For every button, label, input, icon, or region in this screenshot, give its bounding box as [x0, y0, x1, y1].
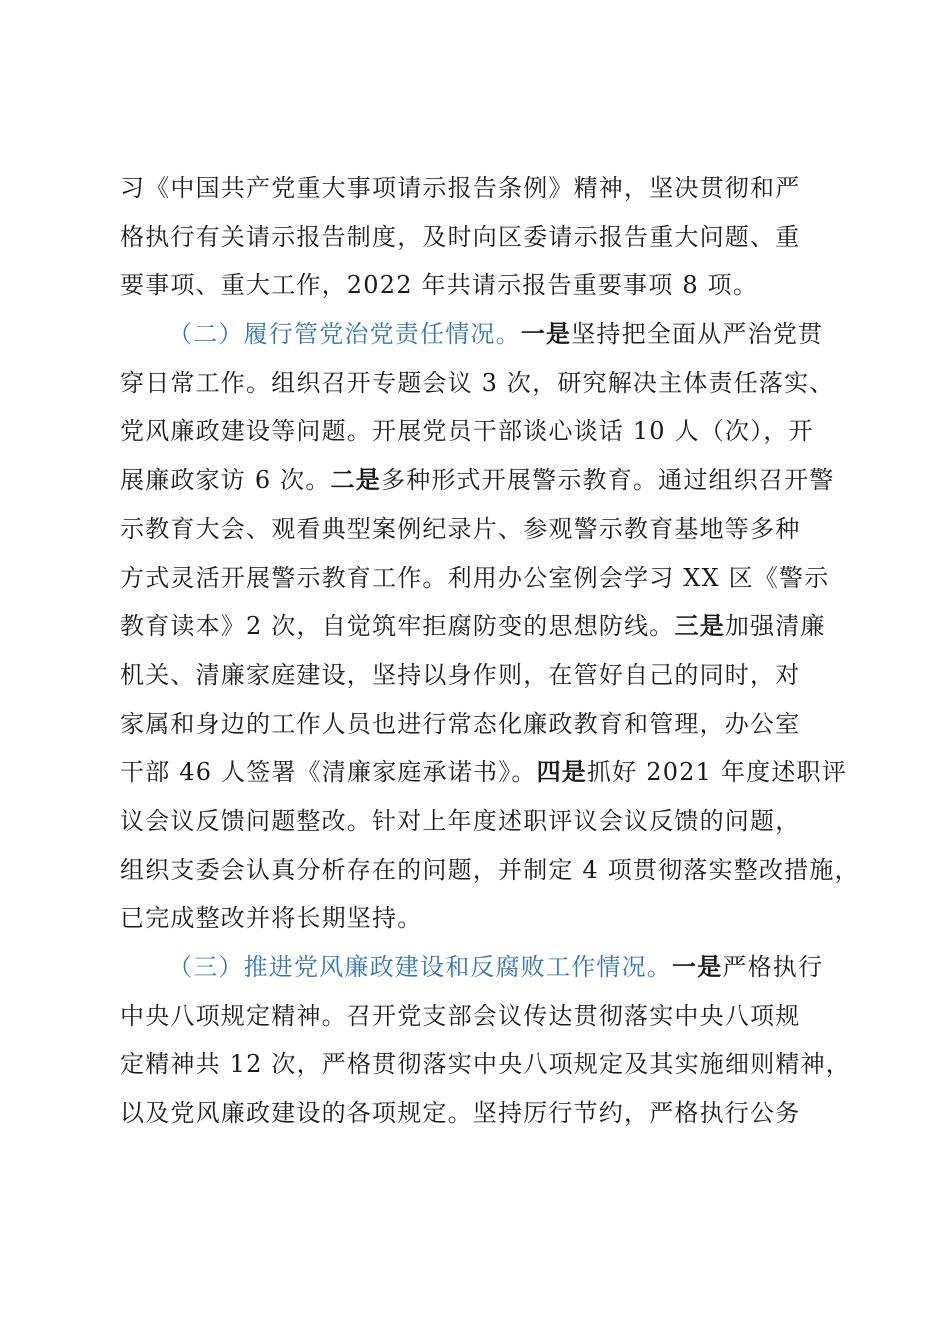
lead-phrase: 三是	[674, 611, 725, 641]
section-3-first-line	[120, 943, 840, 992]
text-run: 展廉政家访 6 次。	[120, 466, 331, 495]
text-line: 习《中国共产党重大事项请示报告条例》精神，坚决贯彻和严	[120, 174, 801, 202]
text-run: 多种形式开展警示教育。通过组织召开警	[380, 466, 835, 495]
text-run: 坚持把全面从严治党贯	[571, 320, 824, 349]
lead-phrase: 二是	[330, 465, 381, 495]
text-run: 加强清廉	[724, 612, 826, 641]
text-line: 中央八项规定精神。召开党支部会议传达贯彻落实中央八项规	[120, 1001, 801, 1030]
text-line	[120, 456, 840, 505]
text-line: 家属和身边的工作人员也进行常态化廉政教育和管理，办公室	[120, 709, 801, 738]
text-line: 方式灵活开展警示教育工作。利用办公室例会学习 XX 区《警示	[120, 563, 830, 592]
text-line: 议会议反馈问题整改。针对上年度述职评议会议反馈的问题，	[120, 806, 801, 835]
section-3-heading: （三）推进党风廉政建设和反腐败工作情况。	[168, 953, 672, 981]
text-line: 要事项、重大工作，2022 年共请示报告重要事项 8 项。	[120, 271, 759, 300]
section-2-heading: （二）履行管党治党责任情况。	[168, 320, 521, 349]
text-line: 党风廉政建设等问题。开展党员干部谈心谈话 10 人（次），开	[120, 417, 814, 446]
text-line: 格执行有关请示报告制度，及时向区委请示报告重大问题、重	[120, 222, 801, 251]
text-line: 示教育大会、观看典型案例纪录片、参观警示教育基地等多种	[120, 514, 801, 543]
text-line: 已完成整改并将长期坚持。	[120, 904, 423, 933]
text-line: 穿日常工作。组织召开专题会议 3 次，研究解决主体责任落实、	[120, 368, 835, 397]
text-run: 严格执行	[722, 953, 824, 981]
text-line: 以及党风廉政建设的各项规定。坚持厉行节约，严格执行公务	[120, 1099, 801, 1128]
section-2-first-line	[120, 310, 840, 359]
text-line: 机关、清廉家庭建设，坚持以身作则，在管好自己的同时，对	[120, 660, 801, 689]
text-line: 定精神共 12 次，严格贯彻落实中央八项规定及其实施细则精神，	[120, 1050, 851, 1079]
document-body	[120, 164, 860, 1138]
text-line	[120, 602, 840, 651]
text-run: 教育读本》2 次，自觉筑牢拒腐防变的思想防线。	[120, 612, 675, 641]
text-run: 干部 46 人签署《清廉家庭承诺书》。	[120, 758, 537, 787]
lead-phrase: 四是	[536, 757, 588, 787]
text-line: 组织支委会认真分析存在的问题，并制定 4 项贯彻落实整改措施，	[120, 855, 860, 884]
lead-phrase: 一是	[672, 952, 723, 981]
lead-phrase: 一是	[520, 319, 572, 349]
text-run: 抓好 2021 年度述职评	[587, 758, 847, 787]
text-line	[120, 748, 847, 797]
